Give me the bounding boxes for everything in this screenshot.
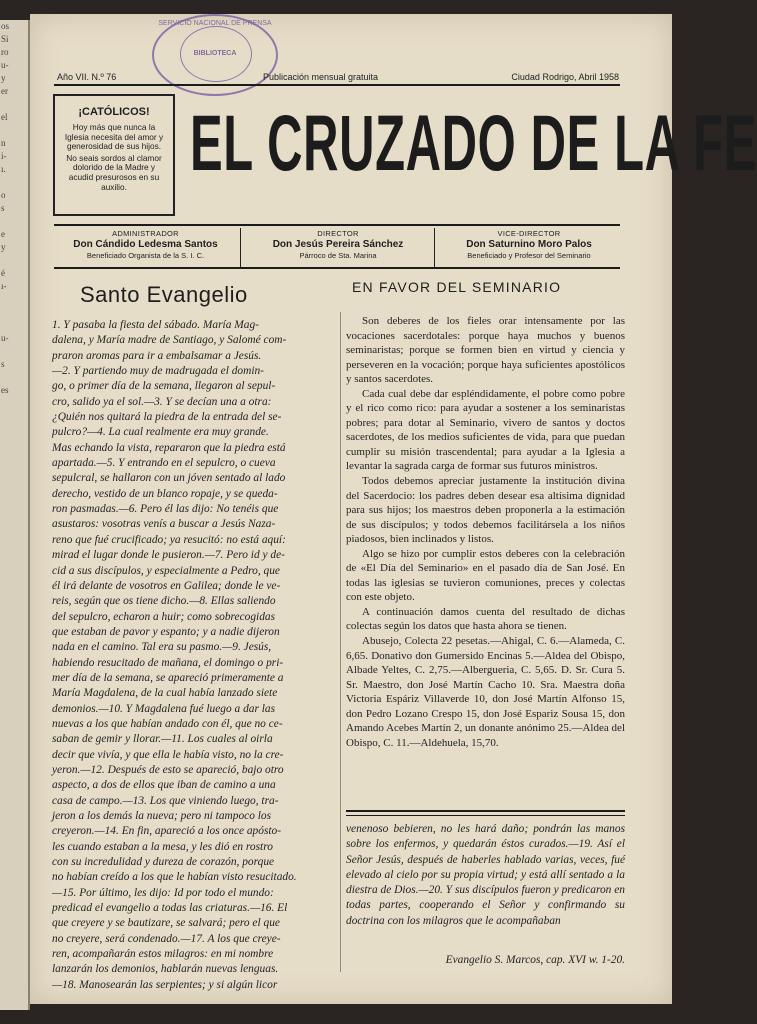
staff-divider [240,228,241,268]
fragment-line: é [1,268,5,278]
newspaper-title: EL CRUZADO DE LA FE [190,98,757,187]
staff-subtitle: Beneficiado y Profesor del Seminario [467,251,591,260]
stamp-outer-text: SERVICIO NACIONAL DE PRENSA [158,20,272,27]
gospel-line: pulcro?—4. La cual realmente era muy grande. [52,426,269,439]
continuation-rule-2 [346,815,625,816]
gospel-line: ron pasmadas.—6. Pero él las dijo: No tenéis que [52,503,279,516]
fragment-line: er [1,86,8,96]
fragment-line [0,124,28,137]
stamp-inner-text: BIBLIOTECA [193,50,237,57]
fragment-line [0,254,28,267]
gospel-line: 1. Y pasaba la fiesta del sábado. María Mag- [52,319,259,331]
fragment-line: ı. [1,164,6,174]
fragment-line [0,215,28,228]
gospel-line: creyeron.—14. En fin, apareció a los once apósto- [52,825,282,838]
gospel-line: reis, según que os tiene dicho.—8. Ellas saliendo [52,595,276,608]
catolicos-heading: ¡CATÓLICOS! [78,106,150,118]
staff-bottom-rule [54,267,620,269]
gospel-line: habiendo resucitado de mañana, el domingo o pri- [52,656,284,669]
gospel-line: demonios.—10. Y Magdalena fué luego a dar las [52,702,276,715]
fragment-line: y [1,242,6,252]
staff-vice-director [438,229,620,267]
gospel-line: del sepulcro, echaron a huir; como sobrecogidas [52,610,276,623]
fragment-line: o [1,190,6,200]
gospel-line: —2. Y partiendo muy de madrugada el domin- [52,365,264,378]
fragment-line [0,98,28,111]
seminary-paragraph: A continuación damos cuenta del resultado de dichas colectas según los datos que hasta ahora se tienen. [346,605,625,633]
gospel-line: que estaban de pavor y espanto; y a nadie dijeron [52,625,280,638]
seminary-paragraph: Algo se hizo por cumplir estos deberes con la celebración de «El Día del Seminario» en el pasado día de San José. En todas las iglesias se tuvieron comuniones, preces y colectas con este objeto. [346,547,625,604]
fragment-line: e [1,229,5,239]
seminary-paragraph: Todos debemos apreciar justamente la institución divina del Sacerdocio: los padres deben desear esa altísima dignidad para sus hijos; los maestros deben proponerla a la estimación de sus discípulos; y todos debemos facilitársela a los niños piadosos, bien inclinados y listos. [346,475,625,546]
staff-subtitle: Beneficiado Organista de la S. I. C. [86,251,205,260]
fragment-line [0,293,28,306]
newspaper-page [30,14,757,1004]
adjacent-page-fragment [0,20,30,1010]
fragment-line [0,345,28,358]
gospel-source: Evangelio S. Marcos, cap. XVI w. 1-20. [445,954,625,966]
gospel-line: ¿Quién nos quitará la piedra de la entrada del se- [52,411,282,424]
gospel-line: sepulcral, se hallaron con un jóven sentado al lado [52,472,286,485]
gospel-line: praron aromas para ir a embalsamar a Jesús. [52,349,262,362]
catolicos-text-1: Hoy más que nunca la Iglesia necesita del amor y generosidad de sus hijos. [64,122,164,152]
gospel-line: él irá delante de vosotros en Galilea; donde le ve- [52,579,281,592]
staff-divider [434,228,435,268]
staff-name: Don Jesús Pereira Sánchez [272,239,404,250]
fragment-line: ro [1,47,9,57]
seminary-paragraph: Son deberes de los fieles orar intensamente por las vocaciones sacerdotales: porque haya muchos y buenos seminaristas; porque se formen bien en virtud y ciencia y perseveren en la vocación; porque haya suficientes apostólicos y santos sacerdotes. [346,315,625,386]
seminary-paragraph: Cada cual debe dar espléndidamente, el pobre como pobre y el rico como rico: para ayudar a sostener a los seminaristas pobres; para dotar al Seminario, vivero de santos y doctos sacerdotes, de los medios suficientes de vida, para que puedan cumplir su misión trascendental; para ayudar a la Iglesia a levantar la sagrada carga de formar sus futuros ministros. [346,387,625,473]
fragment-line [0,319,28,332]
gospel-line: cro, salido ya el sol.—3. Y se decían una a otra: [52,395,272,408]
column-divider [340,312,341,972]
gospel-line: nada en el camino. Tal era su pasmo.—9. Jesús, [52,641,272,654]
gospel-line: —15. Por último, les dijo: Id por todo el mundo: [52,886,274,899]
gospel-line: cid a sus discípulos, y especialmente a Pedro, que [52,564,280,577]
gospel-line: dalena, y María madre de Santiago, y Salomé com- [52,334,287,347]
issue-number: Año VII. N.º 76 [57,72,117,82]
seminary-heading: EN FAVOR DEL SEMINARIO [352,279,562,295]
staff-name: Don Saturnino Moro Palos [466,239,592,250]
fragment-line: u- [1,333,9,343]
gospel-line: ren, acompañarán estos milagros: en mi nombre [52,948,274,961]
staff-administrator [54,229,237,267]
fragment-line: n [1,138,6,148]
fragment-line [0,176,28,189]
gospel-line: apartada.—5. Y entrando en el sepulcro, o cueva [52,457,276,470]
gospel-line: casa de campo.—13. Los que viniendo luego, tra- [52,794,279,807]
fragment-line: i- [1,151,7,161]
gospel-line: yeron.—12. Después de esto se apareció, bajo otro [52,763,284,776]
seminary-paragraph: Abusejo, Colecta 22 pesetas.—Ahigal, C. 6.—Alameda, C. 6,65. Donativo don Gumersido Encinas 5.—Aldea del Obispo, Albade Yeltes, C. 2,75.—Albergueria, C. 5,65. D. Sr. Cura 5. Sr. Maestro, don José Martín Cacho 10. Sra. Maestra doña Victoria Espáriz Villaverde 10, don José Martín Alfonso 15, don Pedro Lozano Crespo 15, don José Espariz Sousa 15, don Amando Acebes Martín 2, un donante anónimo 25.—Aldea del Obispo, C. 11.—Aldehuela, 15,70. [346,635,625,749]
fragment-line: u- [1,60,9,70]
top-rule [54,84,620,86]
gospel-text [52,318,335,993]
gospel-line: asustaros: vosotras venís a buscar a Jesús Naza- [52,518,276,531]
staff-top-rule [54,224,620,226]
catolicos-text-2: No seais sordos al clamor dolorido de la Madre y acudid presurosos en su auxilio. [66,152,162,192]
staff-role: ADMINISTRADOR [112,229,179,238]
gospel-line: decir que vivía, y que ella le había visto, no la cre- [52,748,284,761]
staff-director [244,229,432,267]
fragment-line: es [1,385,9,395]
gospel-line: con su incredulidad y dureza de corazón, porque [52,856,275,869]
gospel-line: que creyere y se bautizare, se salvará; pero el que [52,917,280,930]
fragment-line [0,371,28,384]
staff-role: DIRECTOR [317,229,359,238]
gospel-line: go, o primer día de la semana, llegaron al sepul- [52,380,276,393]
fragment-line: s [1,359,5,369]
fragment-line: el [1,112,8,122]
place-date: Ciudad Rodrigo, Abril 1958 [511,72,619,82]
gospel-line: aspecto, a dos de ellos que iban de camino a una [52,779,276,792]
gospel-heading: Santo Evangelio [80,282,248,307]
fragment-line: os [1,21,10,31]
gospel-line: María Magdalena, de la cual había lanzado siete [52,687,278,700]
fragment-line [0,306,28,319]
gospel-line: mirad el lugar donde le pusieron.—7. Pero id y de- [52,549,285,562]
fragment-line: ı- [1,281,7,291]
staff-subtitle: Párroco de Sta. Marina [299,251,377,260]
seminary-text [346,314,625,750]
gospel-continuation: venenoso bebieren, no les hará daño; pondrán las manos sobre los enfermos, y quedarán éstos curados.—19. Así el Señor Jesús, después de haberles hablado varias, veces, fué elevado al cielo por su propia virtud; y está allí sentado a la diestra de Dios.—20. Y sus discípulos fueron y predicaron en todas partes, cooperando el Señor y confirmando su doctrina con los milagros que le acompañaban [346,823,625,927]
gospel-line: predicad el evangelio a todas las criaturas.—16. El [52,902,288,915]
gospel-line: derecho, vestido de un blanco ropaje, y se queda- [52,487,278,500]
distribution-note: Publicación mensual gratuita [263,72,379,82]
gospel-line: jeron a los demás la nueva; pero ni tampoco los [52,810,272,822]
catolicos-box [53,94,175,216]
gospel-line: reno que fué crucificado; ya resucitó: no está aquí: [52,533,286,546]
continuation-rule-1 [346,810,625,812]
gospel-line: lanzarán los demonios, hablarán nuevas lenguas. [52,963,279,976]
fragment-line: Si [1,34,9,44]
gospel-line: no creyere, será condenado.—17. A los que creye- [52,932,281,945]
gospel-line: nuevas a los que habían andado con él, que no ce- [52,717,283,730]
gospel-line: Mas echando la vista, repararon que la piedra está [52,441,286,454]
fragment-line: y [1,73,6,83]
gospel-line: —18. Manosearán las serpientes; y si algún licor [52,978,278,991]
staff-name: Don Cándido Ledesma Santos [73,239,218,250]
gospel-line: no habían creído a los que le habían visto resucitado. [52,871,297,884]
fragment-line: s [1,203,5,213]
staff-role: VICE-DIRECTOR [497,229,561,238]
gospel-line: saban de gemir y llorar.—11. Los cuales al oirla [52,733,273,746]
gospel-line: mer día de la semana, se apareció primeramente a [52,671,284,684]
gospel-line: les cuando estaban a la mesa, y les dió en rostro [52,840,273,853]
